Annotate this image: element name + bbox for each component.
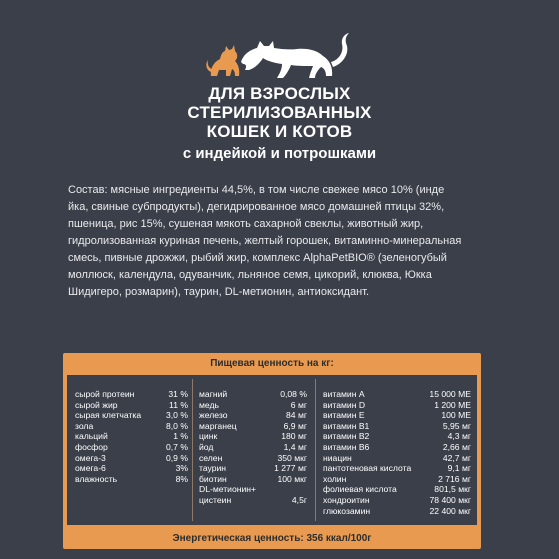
nutrient-label: марганец bbox=[199, 420, 237, 431]
nutrition-row bbox=[75, 410, 188, 421]
nutrition-row bbox=[323, 431, 471, 442]
nutrient-value: 84 мг bbox=[286, 410, 307, 421]
nutrient-label: витамин В2 bbox=[323, 431, 370, 442]
composition-line: пшеница, рис 15%, сушеная мякоть сахарной свеклы, животный жир, bbox=[68, 218, 424, 230]
nutrient-label: холин bbox=[323, 473, 347, 484]
nutrition-table bbox=[67, 375, 477, 525]
nutrient-label: хондроитин bbox=[323, 495, 370, 505]
nutrition-row bbox=[199, 463, 307, 474]
nutrient-value: 6 мг bbox=[290, 399, 307, 410]
nutrient-value: 1,4 мг bbox=[283, 442, 307, 452]
nutrition-row bbox=[199, 410, 307, 421]
nutrition-row bbox=[75, 400, 188, 411]
title-line-1: ДЛЯ ВЗРОСЛЫХ bbox=[208, 84, 351, 103]
cat-orange-icon bbox=[206, 45, 239, 76]
energy-value: Энергетическая ценность: 356 ккал/100г bbox=[172, 533, 372, 544]
subtitle: с индейкой и потрошками bbox=[182, 145, 377, 162]
nutrient-value: 78 400 мкг bbox=[429, 495, 471, 505]
nutrition-row bbox=[323, 484, 471, 495]
nutrient-value: 4,3 мг bbox=[447, 431, 471, 442]
nutrition-row bbox=[199, 431, 307, 442]
nutrition-row bbox=[323, 463, 471, 474]
nutrient-label: медь bbox=[199, 399, 219, 410]
nutrition-row bbox=[199, 474, 307, 485]
title-line-3: КОШЕК И КОТОВ bbox=[206, 122, 353, 141]
nutrient-label: биотин bbox=[199, 473, 227, 484]
nutrient-value: 350 мкг bbox=[277, 452, 307, 463]
nutrient-label: витамин Е bbox=[323, 410, 365, 421]
nutrient-value: 801,5 мкг bbox=[434, 484, 471, 495]
nutrition-row bbox=[199, 495, 307, 506]
nutrient-label: витамин В6 bbox=[323, 442, 370, 452]
nutrition-header: Пищевая ценность на кг: bbox=[210, 358, 334, 369]
nutrient-label: DL-метионин+ bbox=[199, 484, 257, 495]
column-divider bbox=[192, 379, 193, 521]
nutrient-label: йод bbox=[199, 442, 214, 452]
nutrient-label: железо bbox=[199, 410, 228, 421]
nutrient-label: цинк bbox=[199, 431, 218, 442]
title-line-2: СТЕРИЛИЗОВАННЫХ bbox=[187, 103, 372, 122]
nutrient-label: сырой протеин bbox=[75, 389, 135, 399]
nutrient-value: 100 мкг bbox=[277, 473, 307, 484]
cats-illustration bbox=[205, 22, 355, 84]
nutrition-row bbox=[199, 389, 307, 400]
nutrient-value: 2,66 мг bbox=[442, 442, 471, 452]
nutrient-value: 15 000 МЕ bbox=[429, 389, 471, 399]
nutrient-value: 0,9 % bbox=[166, 452, 188, 463]
composition-line: смесь, пивные дрожжи, рыбий жир, комплекс AlphaPetBIO® (зеленогубый bbox=[68, 252, 447, 264]
nutrition-row bbox=[199, 442, 307, 453]
nutrient-label: витамин А bbox=[323, 389, 365, 399]
column-divider bbox=[315, 379, 316, 521]
nutrition-box bbox=[63, 353, 481, 549]
nutrient-value: 8% bbox=[175, 473, 188, 484]
cat-white-icon bbox=[241, 33, 349, 78]
nutrition-row bbox=[75, 389, 188, 400]
nutrient-label: витамин В1 bbox=[323, 420, 370, 431]
nutrition-row bbox=[199, 400, 307, 411]
nutrition-row bbox=[323, 442, 471, 453]
nutrition-row bbox=[199, 453, 307, 464]
nutrition-row bbox=[323, 421, 471, 432]
nutrient-label: сырой жир bbox=[75, 399, 118, 410]
nutrient-value: 9,1 мг bbox=[447, 463, 471, 474]
nutrition-row bbox=[323, 506, 471, 517]
nutrition-row bbox=[323, 389, 471, 400]
nutrient-label: влажность bbox=[75, 473, 118, 484]
nutrient-value: 2 716 мг bbox=[438, 473, 471, 484]
nutrient-value: 1 200 МЕ bbox=[434, 399, 471, 410]
nutrient-label: омега-3 bbox=[75, 452, 106, 463]
nutrient-value: 1 277 мг bbox=[274, 463, 307, 474]
nutrient-label: селен bbox=[199, 452, 223, 463]
nutrient-value: 3% bbox=[175, 463, 188, 474]
nutrient-value: 1 % bbox=[173, 431, 188, 442]
nutrient-label: фолиевая кислота bbox=[323, 484, 397, 495]
composition-line: моллюск, календула, одуванчик, льняное семя, цикорий, клюква, Юкка bbox=[68, 269, 432, 281]
nutrition-row bbox=[199, 421, 307, 432]
nutrient-value: 6,9 мг bbox=[283, 420, 307, 431]
nutrient-value: 4,5г bbox=[291, 495, 307, 505]
nutrient-label: зола bbox=[75, 420, 94, 431]
nutrition-row bbox=[75, 453, 188, 464]
nutrient-value: 8,0 % bbox=[166, 420, 188, 431]
nutrition-row bbox=[323, 474, 471, 485]
nutrition-row bbox=[75, 474, 188, 485]
nutrient-value: 22 400 мкг bbox=[429, 505, 471, 516]
nutrient-value: 100 МЕ bbox=[441, 410, 471, 421]
nutrition-row bbox=[75, 442, 188, 453]
nutrition-row bbox=[75, 431, 188, 442]
nutrient-value: 5,95 мг bbox=[442, 420, 471, 431]
nutrition-row bbox=[75, 421, 188, 432]
nutrient-value: 11 % bbox=[169, 399, 188, 410]
nutrient-label: пантотеновая кислота bbox=[323, 463, 412, 474]
nutrition-row bbox=[199, 484, 307, 495]
nutrient-label: витамин D bbox=[323, 399, 366, 410]
nutrient-label: цистеин bbox=[199, 495, 232, 505]
composition-line: Состав: мясные ингредиенты 44,5%, в том числе свежее мясо 10% (инде bbox=[68, 184, 445, 196]
nutrient-value: 0,08 % bbox=[280, 389, 307, 399]
nutrient-label: омега-6 bbox=[75, 463, 106, 474]
nutrition-row bbox=[323, 495, 471, 506]
nutrient-label: глюкозамин bbox=[323, 505, 371, 516]
nutrition-row bbox=[323, 410, 471, 421]
composition-line: гидролизованная куриная печень, желтый горошек, витаминно-минеральная bbox=[68, 235, 462, 247]
nutrient-label: ниацин bbox=[323, 452, 352, 463]
nutrient-value: 31 % bbox=[168, 389, 188, 399]
nutrient-value: 3,0 % bbox=[166, 410, 188, 421]
nutrient-value: 42,7 мг bbox=[442, 452, 471, 463]
nutrient-value: 180 мг bbox=[281, 431, 307, 442]
nutrition-row bbox=[75, 463, 188, 474]
nutrient-label: кальций bbox=[75, 431, 108, 442]
composition-line: йка, свиные субпродукты), дегидрированное мясо домашней птицы 32%, bbox=[68, 201, 445, 213]
nutrient-label: фосфор bbox=[75, 442, 108, 452]
composition-line: Шидигеро, розмарин), таурин, DL-метионин, антиоксидант. bbox=[68, 286, 370, 298]
nutrient-label: таурин bbox=[199, 463, 227, 474]
nutrient-label: магний bbox=[199, 389, 228, 399]
nutrition-row bbox=[323, 453, 471, 464]
nutrient-label: сырая клетчатка bbox=[75, 410, 142, 421]
nutrition-row bbox=[323, 400, 471, 411]
nutrient-value: 0,7 % bbox=[166, 442, 188, 452]
